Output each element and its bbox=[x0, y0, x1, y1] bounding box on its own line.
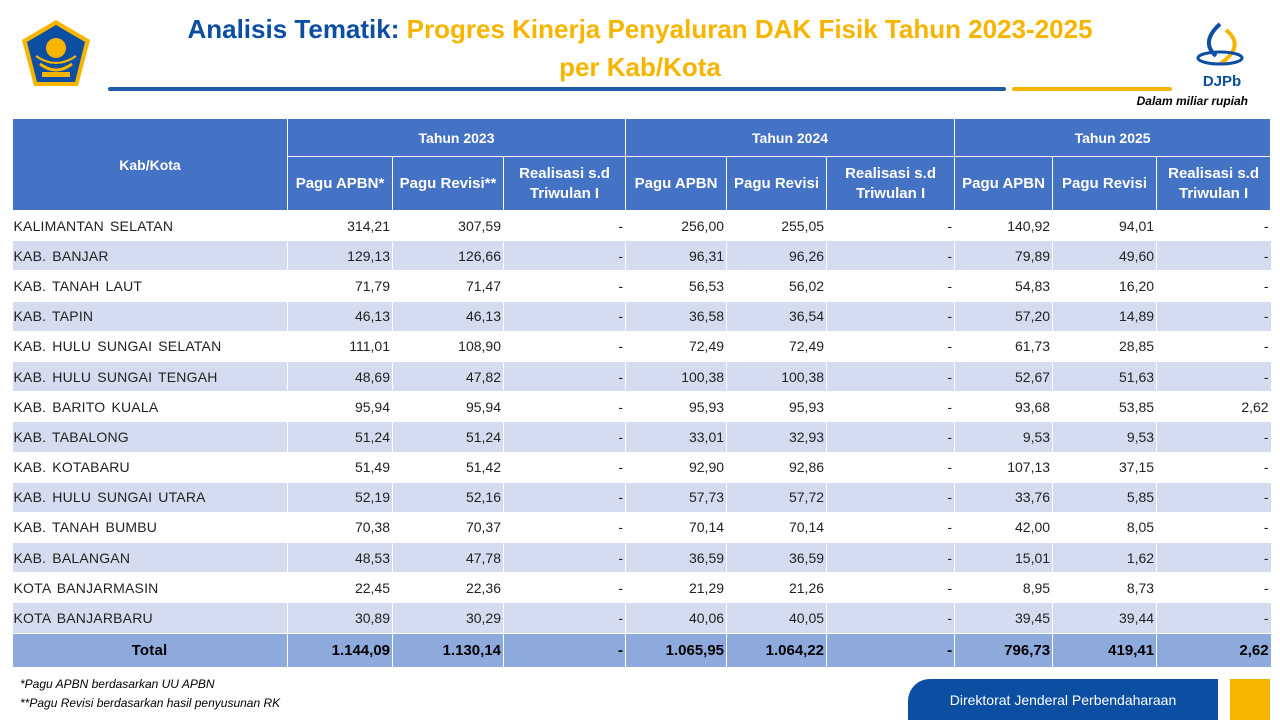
header-2025-pagu-apbn: Pagu APBN bbox=[955, 157, 1053, 211]
row-value-cell: 49,60 bbox=[1053, 241, 1157, 271]
total-cell: 1.065,95 bbox=[626, 633, 727, 667]
row-value-cell: 51,24 bbox=[288, 422, 393, 452]
row-kab-name: KOTA BANJARBARU bbox=[13, 603, 288, 633]
page-subtitle: per Kab/Kota bbox=[559, 52, 721, 82]
row-value-cell: 42,00 bbox=[955, 512, 1053, 542]
row-value-cell: - bbox=[1157, 482, 1271, 512]
row-kab-name: KAB. HULU SUNGAI SELATAN bbox=[13, 331, 288, 361]
row-value-cell: 51,63 bbox=[1053, 361, 1157, 391]
row-value-cell: 95,93 bbox=[626, 392, 727, 422]
row-value-cell: 33,01 bbox=[626, 422, 727, 452]
row-value-cell: 93,68 bbox=[955, 392, 1053, 422]
row-value-cell: - bbox=[504, 392, 626, 422]
row-value-cell: 108,90 bbox=[393, 331, 504, 361]
row-value-cell: - bbox=[1157, 543, 1271, 573]
row-value-cell: - bbox=[1157, 603, 1271, 633]
row-value-cell: 32,93 bbox=[727, 422, 827, 452]
total-row bbox=[13, 633, 1271, 667]
row-kab-name: KAB. BANJAR bbox=[13, 241, 288, 271]
footer-accent-square bbox=[1230, 679, 1270, 720]
footer-banner: Direktorat Jenderal Perbendaharaan bbox=[908, 679, 1218, 720]
row-value-cell: 96,31 bbox=[626, 241, 727, 271]
table-row bbox=[13, 482, 1271, 512]
row-value-cell: 129,13 bbox=[288, 241, 393, 271]
row-kab-name: KAB. TAPIN bbox=[13, 301, 288, 331]
header-2024-pagu-revisi: Pagu Revisi bbox=[727, 157, 827, 211]
row-kab-name: KAB. BALANGAN bbox=[13, 543, 288, 573]
row-value-cell: 8,95 bbox=[955, 573, 1053, 603]
row-value-cell: 15,01 bbox=[955, 543, 1053, 573]
row-value-cell: - bbox=[504, 452, 626, 482]
row-value-cell: - bbox=[1157, 211, 1271, 241]
row-value-cell: 71,79 bbox=[288, 271, 393, 301]
row-value-cell: 57,20 bbox=[955, 301, 1053, 331]
row-value-cell: 72,49 bbox=[626, 331, 727, 361]
table-row bbox=[13, 241, 1271, 271]
row-value-cell: 47,82 bbox=[393, 361, 504, 391]
row-value-cell: 1,62 bbox=[1053, 543, 1157, 573]
row-value-cell: 37,15 bbox=[1053, 452, 1157, 482]
row-value-cell: - bbox=[827, 543, 955, 573]
header-kab: Kab/Kota bbox=[13, 119, 288, 211]
row-value-cell: - bbox=[827, 241, 955, 271]
row-kab-name: KAB. TABALONG bbox=[13, 422, 288, 452]
header-year-2024: Tahun 2024 bbox=[626, 119, 955, 157]
title-rule-blue bbox=[108, 87, 1006, 91]
row-value-cell: - bbox=[1157, 573, 1271, 603]
row-value-cell: - bbox=[827, 211, 955, 241]
row-value-cell: 95,94 bbox=[288, 392, 393, 422]
row-value-cell: 2,62 bbox=[1157, 392, 1271, 422]
row-value-cell: 33,76 bbox=[955, 482, 1053, 512]
row-value-cell: - bbox=[504, 543, 626, 573]
djpb-logo-text: DJPb bbox=[1202, 73, 1242, 90]
row-value-cell: 57,73 bbox=[626, 482, 727, 512]
row-value-cell: 48,53 bbox=[288, 543, 393, 573]
row-value-cell: 51,24 bbox=[393, 422, 504, 452]
row-value-cell: 30,89 bbox=[288, 603, 393, 633]
row-value-cell: 57,72 bbox=[727, 482, 827, 512]
row-value-cell: - bbox=[1157, 301, 1271, 331]
table-row bbox=[13, 271, 1271, 301]
row-value-cell: 52,19 bbox=[288, 482, 393, 512]
row-value-cell: - bbox=[1157, 271, 1271, 301]
row-value-cell: - bbox=[504, 271, 626, 301]
row-value-cell: 8,05 bbox=[1053, 512, 1157, 542]
title-rule-gold bbox=[1012, 87, 1172, 91]
row-value-cell: 72,49 bbox=[727, 331, 827, 361]
title-main: Progres Kinerja Penyaluran DAK Fisik Tahun 2023-2025 bbox=[406, 14, 1093, 44]
row-value-cell: - bbox=[827, 331, 955, 361]
row-value-cell: - bbox=[1157, 331, 1271, 361]
header-2024-realisasi: Realisasi s.d Triwulan I bbox=[827, 157, 955, 211]
row-value-cell: 8,73 bbox=[1053, 573, 1157, 603]
row-value-cell: 40,06 bbox=[626, 603, 727, 633]
row-value-cell: 51,42 bbox=[393, 452, 504, 482]
row-value-cell: - bbox=[504, 361, 626, 391]
row-value-cell: 314,21 bbox=[288, 211, 393, 241]
table-row bbox=[13, 543, 1271, 573]
row-value-cell: 51,49 bbox=[288, 452, 393, 482]
row-kab-name: KAB. TANAH LAUT bbox=[13, 271, 288, 301]
row-value-cell: - bbox=[827, 392, 955, 422]
table-row bbox=[13, 392, 1271, 422]
header-row-years bbox=[13, 119, 1271, 157]
row-value-cell: 92,86 bbox=[727, 452, 827, 482]
djpb-logo-icon bbox=[1190, 20, 1254, 92]
row-value-cell: 9,53 bbox=[955, 422, 1053, 452]
row-value-cell: 70,14 bbox=[626, 512, 727, 542]
header-year-2025: Tahun 2025 bbox=[955, 119, 1271, 157]
row-value-cell: 22,36 bbox=[393, 573, 504, 603]
row-value-cell: 36,58 bbox=[626, 301, 727, 331]
total-label: Total bbox=[13, 633, 288, 667]
row-value-cell: 39,45 bbox=[955, 603, 1053, 633]
row-value-cell: 52,16 bbox=[393, 482, 504, 512]
row-value-cell: 79,89 bbox=[955, 241, 1053, 271]
row-value-cell: 95,94 bbox=[393, 392, 504, 422]
row-value-cell: 56,02 bbox=[727, 271, 827, 301]
table-body bbox=[13, 211, 1271, 634]
kemenkeu-emblem-icon bbox=[20, 18, 92, 88]
row-value-cell: 5,85 bbox=[1053, 482, 1157, 512]
row-kab-name: KAB. TANAH BUMBU bbox=[13, 512, 288, 542]
header-2023-realisasi: Realisasi s.d Triwulan I bbox=[504, 157, 626, 211]
header-2025-realisasi: Realisasi s.d Triwulan I bbox=[1157, 157, 1271, 211]
row-value-cell: - bbox=[504, 211, 626, 241]
row-value-cell: - bbox=[1157, 512, 1271, 542]
row-value-cell: 100,38 bbox=[727, 361, 827, 391]
row-value-cell: 94,01 bbox=[1053, 211, 1157, 241]
row-value-cell: 107,13 bbox=[955, 452, 1053, 482]
row-value-cell: 46,13 bbox=[393, 301, 504, 331]
total-cell: - bbox=[504, 633, 626, 667]
row-value-cell: - bbox=[504, 422, 626, 452]
row-value-cell: - bbox=[1157, 422, 1271, 452]
row-value-cell: 46,13 bbox=[288, 301, 393, 331]
row-value-cell: 126,66 bbox=[393, 241, 504, 271]
row-value-cell: - bbox=[827, 512, 955, 542]
row-value-cell: 48,69 bbox=[288, 361, 393, 391]
row-value-cell: 16,20 bbox=[1053, 271, 1157, 301]
table-row bbox=[13, 361, 1271, 391]
header-2024-pagu-apbn: Pagu APBN bbox=[626, 157, 727, 211]
row-value-cell: - bbox=[504, 301, 626, 331]
row-value-cell: 256,00 bbox=[626, 211, 727, 241]
row-value-cell: - bbox=[827, 482, 955, 512]
unit-note: Dalam miliar rupiah bbox=[1136, 94, 1248, 108]
table-row bbox=[13, 211, 1271, 241]
row-value-cell: 21,29 bbox=[626, 573, 727, 603]
row-value-cell: - bbox=[504, 482, 626, 512]
row-kab-name: KAB. HULU SUNGAI TENGAH bbox=[13, 361, 288, 391]
row-value-cell: 36,54 bbox=[727, 301, 827, 331]
row-value-cell: - bbox=[504, 573, 626, 603]
header-2025-pagu-revisi: Pagu Revisi bbox=[1053, 157, 1157, 211]
table-row bbox=[13, 573, 1271, 603]
header-2023-pagu-apbn: Pagu APBN* bbox=[288, 157, 393, 211]
row-value-cell: 70,38 bbox=[288, 512, 393, 542]
page-title bbox=[110, 14, 1170, 45]
table-row bbox=[13, 301, 1271, 331]
row-value-cell: - bbox=[827, 573, 955, 603]
row-value-cell: 36,59 bbox=[626, 543, 727, 573]
row-value-cell: 96,26 bbox=[727, 241, 827, 271]
table-row bbox=[13, 452, 1271, 482]
row-kab-name: KAB. KOTABARU bbox=[13, 452, 288, 482]
table-row bbox=[13, 512, 1271, 542]
footnote-pagu-apbn: *Pagu APBN berdasarkan UU APBN bbox=[20, 677, 215, 691]
row-value-cell: 111,01 bbox=[288, 331, 393, 361]
row-value-cell: - bbox=[827, 361, 955, 391]
row-value-cell: 14,89 bbox=[1053, 301, 1157, 331]
row-value-cell: 95,93 bbox=[727, 392, 827, 422]
row-kab-name: KOTA BANJARMASIN bbox=[13, 573, 288, 603]
row-value-cell: 54,83 bbox=[955, 271, 1053, 301]
row-value-cell: 47,78 bbox=[393, 543, 504, 573]
row-value-cell: 140,92 bbox=[955, 211, 1053, 241]
total-cell: 1.144,09 bbox=[288, 633, 393, 667]
header-year-2023: Tahun 2023 bbox=[288, 119, 626, 157]
row-value-cell: 71,47 bbox=[393, 271, 504, 301]
row-value-cell: 39,44 bbox=[1053, 603, 1157, 633]
row-value-cell: 9,53 bbox=[1053, 422, 1157, 452]
total-cell: 1.130,14 bbox=[393, 633, 504, 667]
row-value-cell: - bbox=[504, 241, 626, 271]
title-prefix: Analisis Tematik: bbox=[187, 14, 400, 44]
row-value-cell: 61,73 bbox=[955, 331, 1053, 361]
row-kab-name: KAB. HULU SUNGAI UTARA bbox=[13, 482, 288, 512]
row-value-cell: 307,59 bbox=[393, 211, 504, 241]
row-value-cell: 22,45 bbox=[288, 573, 393, 603]
row-value-cell: 30,29 bbox=[393, 603, 504, 633]
row-value-cell: 28,85 bbox=[1053, 331, 1157, 361]
row-value-cell: 92,90 bbox=[626, 452, 727, 482]
header-2023-pagu-revisi: Pagu Revisi** bbox=[393, 157, 504, 211]
row-value-cell: 52,67 bbox=[955, 361, 1053, 391]
row-value-cell: 36,59 bbox=[727, 543, 827, 573]
row-value-cell: - bbox=[1157, 452, 1271, 482]
row-value-cell: - bbox=[1157, 241, 1271, 271]
row-value-cell: 53,85 bbox=[1053, 392, 1157, 422]
row-value-cell: - bbox=[504, 603, 626, 633]
row-value-cell: - bbox=[1157, 361, 1271, 391]
table-row bbox=[13, 603, 1271, 633]
row-value-cell: 70,14 bbox=[727, 512, 827, 542]
row-kab-name: KAB. BARITO KUALA bbox=[13, 392, 288, 422]
footnote-pagu-revisi: **Pagu Revisi berdasarkan hasil penyusunan RK bbox=[20, 696, 281, 710]
total-cell: 1.064,22 bbox=[727, 633, 827, 667]
row-value-cell: 100,38 bbox=[626, 361, 727, 391]
table-row bbox=[13, 331, 1271, 361]
row-value-cell: 40,05 bbox=[727, 603, 827, 633]
row-value-cell: 56,53 bbox=[626, 271, 727, 301]
row-value-cell: 255,05 bbox=[727, 211, 827, 241]
total-cell: 2,62 bbox=[1157, 633, 1271, 667]
row-value-cell: - bbox=[504, 512, 626, 542]
row-value-cell: - bbox=[827, 603, 955, 633]
row-value-cell: - bbox=[827, 271, 955, 301]
row-kab-name: KALIMANTAN SELATAN bbox=[13, 211, 288, 241]
row-value-cell: 70,37 bbox=[393, 512, 504, 542]
row-value-cell: - bbox=[827, 422, 955, 452]
row-value-cell: 21,26 bbox=[727, 573, 827, 603]
row-value-cell: - bbox=[827, 452, 955, 482]
row-value-cell: - bbox=[827, 301, 955, 331]
total-cell: 796,73 bbox=[955, 633, 1053, 667]
row-value-cell: - bbox=[504, 331, 626, 361]
total-cell: - bbox=[827, 633, 955, 667]
table-row bbox=[13, 422, 1271, 452]
dak-table bbox=[12, 118, 1271, 668]
total-cell: 419,41 bbox=[1053, 633, 1157, 667]
